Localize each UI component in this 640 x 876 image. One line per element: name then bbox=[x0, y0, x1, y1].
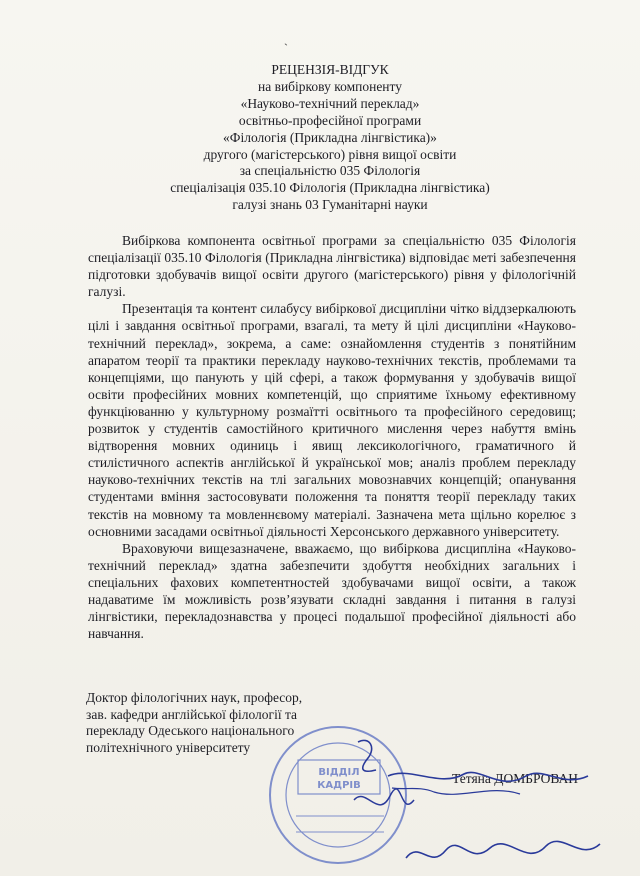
title-line: за спеціальністю 035 Філологія bbox=[239, 163, 421, 179]
mark-glyph: ˏ bbox=[284, 32, 288, 46]
title-line: галузі знань 03 Гуманітарні науки bbox=[232, 197, 428, 213]
title-line: «Філологія (Прикладна лінгвістика)» bbox=[223, 129, 437, 145]
paragraph: Презентація та контент силабусу вибіркової дисципліни чітко віддзеркалюють цілі і завдання освітньої програми, взагалі, та мету й цілі дисципліни «Науково-технічний переклад», зокрема, а саме: ознайомлення студентів з понятійним апаратом теорії та практики перекладу науково-технічних текстів, проблемами та концепціями, що панують у цій сфері, а також формування у здобувачів вищої освіти професійних мовних компетенцій, що сприятиме їхньому ефективному функціюванню у культурному розмаїтті освітнього та професійного середовищ; розвиток у студентів самостійного критичного мислення через набуття вмінь відтворення мовних одиниць і явищ лексикологічного, граматичного й стилістичного аспектів англійської й української мов; аналіз проблем перекладу науково-технічних текстів на тлі загальних мовознавчих концепцій; опанування студентами вміння застосовувати положення та поняття теорії перекладу таких текстів на мовному та мовленнєвому матеріалі. Зазначена мета щільно корелює з основними засадами освітньої діяльності Херсонського державного університету. bbox=[88, 301, 576, 539]
document-title-block bbox=[80, 62, 580, 214]
title-line: РЕЦЕНЗІЯ-ВІДГУК bbox=[271, 62, 389, 77]
paragraph: Враховуючи вищезазначене, вважаємо, що вибіркова дисципліна «Науково-технічний переклад» здатна забезпечити здобуття необхідних загальних і спеціальних фахових компетентностей здобувачами вищої освіти, а також надаватиме їм можливість розв’язувати складні завдання і питання в галузі лінгвістики, перекладознавства у процесі подальшої професійної діяльності або навчання. bbox=[88, 540, 576, 642]
paragraph: Вибіркова компонента освітньої програми за спеціальністю 035 Філологія спеціалізації 035.10 Філологія (Прикладна лінгвістика) відповідає меті забезпечення підготовки здобувачів вищої освіти другого (магістерського) рівня у філологічній галузі. bbox=[88, 233, 576, 300]
title-line: спеціалізація 035.10 Філологія (Прикладна лінгвістика) bbox=[170, 180, 490, 196]
title-line: на вибіркову компоненту bbox=[257, 78, 403, 94]
signature-line: політехнічного університету bbox=[86, 739, 251, 755]
svg-text:ВІДДІЛ: ВІДДІЛ bbox=[318, 767, 360, 778]
title-line: освітньо-професійної програми bbox=[238, 112, 422, 128]
svg-text:КАДРІВ: КАДРІВ bbox=[317, 780, 361, 791]
signature-line: перекладу Одеського національного bbox=[86, 723, 295, 738]
title-line: «Науково-технічний переклад» bbox=[240, 95, 420, 111]
document-body bbox=[88, 232, 576, 642]
title-line: другого (магістерського) рівня вищої освіти bbox=[203, 146, 457, 162]
signer-name: Тетяна ДОМБРОВАН bbox=[452, 771, 579, 786]
signature-line: Доктор філологічних наук, професор, bbox=[86, 690, 303, 705]
handwritten-signatures-icon bbox=[330, 730, 630, 876]
signature-line: зав. кафедри англійської філології та bbox=[86, 706, 298, 722]
